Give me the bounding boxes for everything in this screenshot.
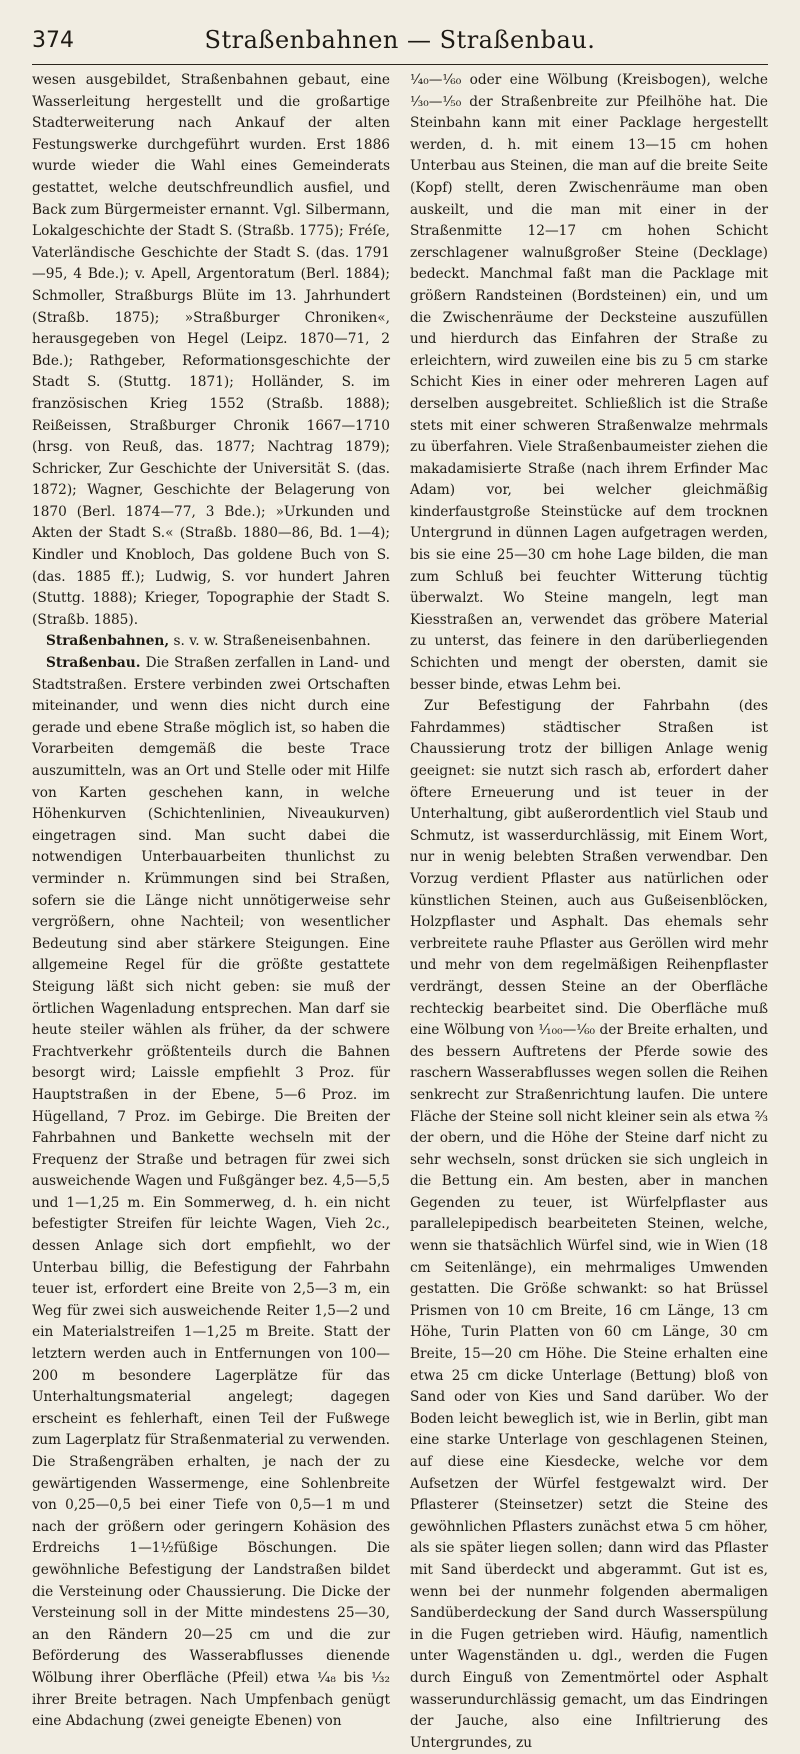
strassburg-bibliography: wesen ausgebildet, Straßenbahnen gebaut, eine Wasserleitung hergestellt und die großartige Stadterweiterung nach Ankauf der alten Festungswerke durchgeführt wurden. Erst 1886 wurde wieder die Wahl eines Gemeinderats gestattet, welche deutschfreundlich ausfiel, und Back zum Bürgermeister ernannt. Vgl. Silbermann, Lokalgeschichte der Stadt S. (Straßb. 1775); Fréſe, Vaterländische Geschichte der Stadt S. (das. 1791—95, 4 Bde.); v. Apell, Argentoratum (Berl. 1884); Schmoller, Straßburgs Blüte im 13. Jahrhundert (Straßb. 1875); »Straßburger Chroniken«, herausgegeben von Hegel (Leipz. 1870—71, 2 Bde.); Rathgeber, Reformationsgeschichte der Stadt S. (Stuttg. 1871); Holländer, S. im französischen Krieg 1552 (Straßb. 1888); Reißeissen, Straßburger Chronik 1667—1710 (hrsg. von Reuß, das. 1877; Nachtrag 1879); Schricker, Zur Geschichte der Universität S. (das. 1872); Wagner, Geschichte der Belagerung von 1870 (Berl. 1874—77, 3 Bde.); »Urkunden und Akten der Stadt S.« (Straßb. 1880—86, Bd. 1—4); Kindler und Knobloch, Das goldene Buch von S. (das. 1885 ff.); Ludwig, S. vor hundert Jahren (Stuttg. 1888); Krieger, Topographie der Stadt S. (Straßb. 1885). bbox=[32, 72, 390, 628]
paragraph: ¹⁄₄₀—¹⁄₆₀ oder eine Wölbung (Kreisbogen), welche ¹⁄₃₀—¹⁄₅₀ der Straßenbreite zur Pfeilhöhe hat. Die Steinbahn kann mit einer Packlage hergestellt werden, d. h. mit einem 13—15 cm hohen Unterbau aus Steinen, die man auf die breite Seite (Kopf) stellt, deren Zwischenräume man oben auskeilt, und die man mit einer in der Straßenmitte 12—17 cm hohen Schicht zerschlagener walnußgroßer Steine (Decklage) bedeckt. Manchmal faßt man die Packlage mit größern Randsteinen (Bordsteinen) ein, und um die Zwischenräume der Decksteine auszufüllen und hierdurch das Einfahren der Straße zu erleichtern, wird zuweilen eine bis zu 5 cm starke Schicht Kies in einer oder mehreren Lagen auf derselben ausgebreitet. Schließlich ist die Straße stets mit einer schweren Straßenwalze mehrmals zu überfahren. Viele Straßenbaumeister ziehen die makadamisierte Straße (nach ihrem Erfinder Mac Adam) vor, bei welcher gleichmäßig kinderfaustgroße Steinstücke auf dem trocknen Untergrund in dünnen Lagen aufgetragen werden, bis sie eine 25—30 cm hohe Lage bilden, die man zum Schluß bei feuchter Witterung tüchtig überwalzt. Wo Steine mangeln, legt man Kiesstraßen an, verwendet das gröbere Material zu unterst, das feinere in den darüberliegenden Schichten und mengt der obersten, damit sie besser binde, etwas Lehm bei. bbox=[410, 72, 768, 693]
left-column bbox=[32, 70, 390, 1730]
entry-strassenbahnen bbox=[32, 631, 390, 653]
entry-text: s. v. w. Straßeneisenbahnen. bbox=[169, 633, 371, 650]
right-column bbox=[410, 70, 768, 1751]
paragraph: Zur Befestigung der Fahrbahn (des Fahrdammes) städtischer Straßen ist Chaussierung trotz der billigen Anlage wenig geeignet: sie nutzt sich rasch ab, erfordert daher öftere Erneuerung und ist teuer in der Unterhaltung, gibt außerordentlich viel Staub und Schmutz, ist wasserdurchlässig, mit Einem Wort, nur in wenig belebten Straßen verwendbar. Den Vorzug verdient Pflaster aus natürlichen oder künstlichen Steinen, auch aus Gußeisenblöcken, Holzpflaster und Asphalt. Das ehemals sehr verbreitete rauhe Pflaster aus Geröllen wird mehr und mehr von dem regelmäßigen Reihenpflaster verdrängt, dessen Steine an der Oberfläche rechteckig bearbeitet sind. Die Oberfläche muß eine Wölbung von ¹⁄₁₀₀—¹⁄₆₀ der Breite erhalten, und des bessern Auftretens der Pferde sowie des raschern Wasserabflusses wegen sollen die Reihen senkrecht zur Straßenrichtung laufen. Die untere Fläche der Steine soll nicht kleiner sein als etwa ²⁄₃ der obern, und die Höhe der Steine darf nicht zu sehr wechseln, sonst drücken sie sich ungleich in die Bettung ein. Am besten, aber in manchen Gegenden zu teuer, ist Würfelpflaster aus parallelepipedisch bearbeiteten Steinen, welche, wenn sie thatsächlich Würfel sind, wie in Wien (18 cm Seitenlänge), ein mehrmaliges Umwenden gestatten. Die Größe schwankt: so hat Brüssel Prismen von 10 cm Breite, 16 cm Länge, 13 cm Höhe, Turin Platten von 60 cm Länge, 30 cm Breite, 15—20 cm Höhe. Die Steine erhalten eine etwa 25 cm dicke Unterlage (Bettung) bloß von Sand oder von Kies und Sand darüber. Wo der Boden leicht beweglich ist, wie in Berlin, gibt man eine starke Unterlage von geschlagenen Steinen, auf diese eine Kiesdecke, welche vor dem Aufsetzen der Würfel festgewalzt wird. Der Pflasterer (Steinsetzer) setzt die Steine des gewöhnlichen Pflasters zunächst etwa 5 cm höher, als sie später liegen sollen; dann wird das Pflaster mit Sand überdeckt und abgerammt. Gut ist es, wenn bei der nunmehr folgenden abermaligen Sandüberdeckung der Sand durch Wasserspülung in die Fugen getrieben wird. Häufig, namentlich unter Wagenständen u. dgl., werden die Fugen durch Einguß von Zementmörtel oder Asphalt wasserundurchlässig gemacht, um das Eindringen der Jauche, also eine Infiltrierung des Untergrundes, zu bbox=[410, 698, 768, 1751]
entry-headword: Straßenbau. bbox=[46, 655, 141, 672]
entry-strassenbau bbox=[32, 653, 390, 1733]
entry-headword: Straßenbahnen, bbox=[46, 633, 170, 650]
text-columns bbox=[32, 70, 768, 1751]
page-header bbox=[32, 24, 768, 65]
page-number: 374 bbox=[32, 28, 74, 53]
entry-text: Die Straßen zerfallen in Land- und Stadtstraßen. Erstere verbinden zwei Ortschaften miteinander, und wenn dies nicht durch eine gerade und ebene Straße möglich ist, so haben die Vorarbeiten demgemäß die beste Trace auszumitteln, was an Ort und Stelle oder mit Hilfe von Karten geschehen kann, in welche Höhenkurven (Schichtenlinien, Niveaukurven) eingetragen sind. Man sucht dabei die notwendigen Unterbauarbeiten thunlichst zu verminder n. Krümmungen sind bei Straßen, sofern sie die Länge nicht unnötigerweise sehr vergrößern, ohne Nachteil; von wesentlicher Bedeutung sind aber stärkere Steigungen. Eine allgemeine Regel für die größte gestattete Steigung läßt sich nicht geben: sie muß der örtlichen Wagenladung entsprechen. Man darf sie heute steiler wählen als früher, da der schwere Frachtverkehr größtenteils durch die Bahnen besorgt wird; Laissle empfiehlt 3 Proz. für Hauptstraßen in der Ebene, 5—6 Proz. im Hügelland, 7 Proz. im Gebirge. Die Breiten der Fahrbahnen und Bankette wechseln mit der Frequenz der Straße und betragen für zwei sich ausweichende Wagen und Fußgänger bez. 4,5—5,5 und 1—1,25 m. Ein Sommerweg, d. h. ein nicht befestigter Streifen für leichte Wagen, Vieh 2c., dessen Anlage sich dort empfiehlt, wo der Unterbau billig, die Befestigung der Fahrbahn teuer ist, erfordert eine Breite von 2,5—3 m, ein Weg für zwei sich ausweichende Reiter 1,5—2 und ein Materialstreifen 1—1,25 m Breite. Statt der letztern werden auch in Entfernungen von 100—200 m besondere Lagerplätze für das Unterhaltungsmaterial angelegt; dagegen erscheint es fehlerhaft, einen Teil der Fußwege zum Lagerplatz für Straßenmaterial zu verwenden. Die Straßengräben erhalten, je nach der zu gewärtigenden Wassermenge, eine Sohlenbreite von 0,25—0,5 bei einer Tiefe von 0,5—1 m und nach der größern oder geringern Kohäsion des Erdreichs 1—1½füßige Böschungen. Die gewöhnliche Befestigung der Landstraßen bildet die Versteinung oder Chaussierung. Die Dicke der Versteinung soll in der Mitte mindestens 25—30, an den Rändern 20—25 cm und die zur Beförderung des Wasserabflusses dienende Wölbung ihrer Oberfläche (Pfeil) etwa ¹⁄₄₈ bis ¹⁄₃₂ ihrer Breite betragen. Nach Umpfenbach genügt eine Abdachung (zwei geneigte Ebenen) von bbox=[32, 655, 390, 1730]
running-head: Straßenbahnen — Straßenbau. bbox=[204, 26, 596, 54]
